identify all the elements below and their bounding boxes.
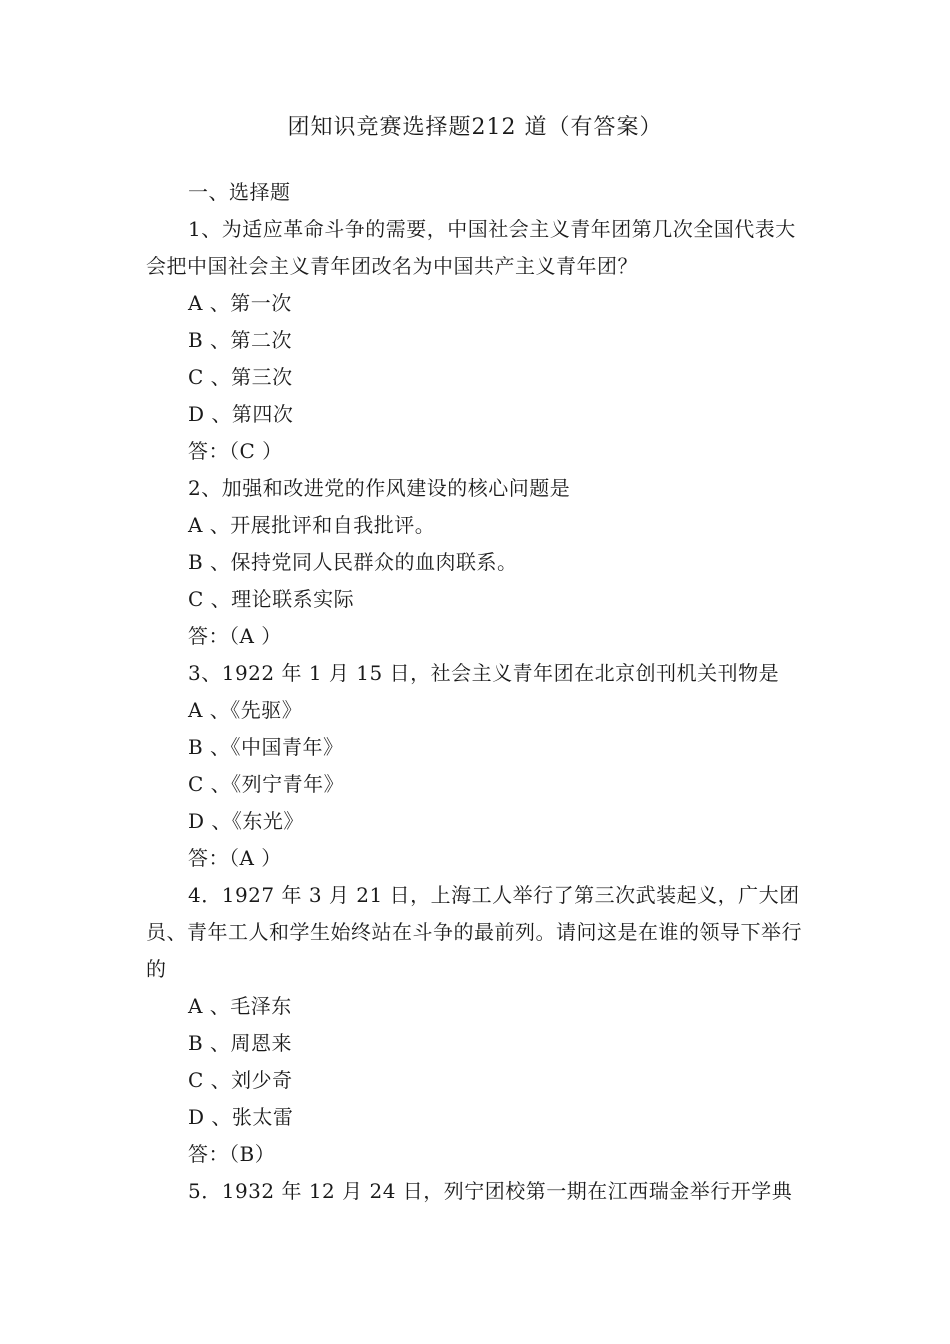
question-stem: 5．1932 年 12 月 24 日，列宁团校第一期在江西瑞金举行开学典 <box>188 1179 793 1203</box>
question-option: D 、张太雷 <box>188 1105 294 1129</box>
question-option: C 、刘少奇 <box>188 1068 293 1092</box>
question-option: B 、第二次 <box>188 328 293 352</box>
question-answer: 答：（A ） <box>188 846 282 870</box>
question-option: C 、《列宁青年》 <box>188 772 345 796</box>
question-option: B 、周恩来 <box>188 1031 293 1055</box>
question-answer: 答：（C ） <box>188 439 283 463</box>
question-option: A 、开展批评和自我批评。 <box>188 513 436 537</box>
question-option: A 、《先驱》 <box>188 698 303 722</box>
question-option: C 、理论联系实际 <box>188 587 355 611</box>
document-title: 团知识竞赛选择题212 道（有答案） <box>287 115 663 140</box>
section-heading: 一、选择题 <box>188 180 291 204</box>
question-stem: 4．1927 年 3 月 21 日，上海工人举行了第三次武装起义，广大团员、青年工人和学生始终站在斗争的最前列。请问这是在谁的领导下举行的 <box>146 883 802 981</box>
question-option: A 、毛泽东 <box>188 994 292 1018</box>
question-option: C 、第三次 <box>188 365 293 389</box>
question-option: B 、保持党同人民群众的血肉联系。 <box>188 550 518 574</box>
question-option: D 、《东光》 <box>188 809 304 833</box>
question-option: B 、《中国青年》 <box>188 735 344 759</box>
question-stem: 3、1922 年 1 月 15 日，社会主义青年团在北京创刊机关刊物是 <box>188 661 780 685</box>
question-answer: 答：（A ） <box>188 624 282 648</box>
question-stem: 1、为适应革命斗争的需要，中国社会主义青年团第几次全国代表大会把中国社会主义青年团改名为中国共产主义青年团？ <box>146 217 796 278</box>
document-body <box>146 174 810 1210</box>
question-option: A 、第一次 <box>188 291 292 315</box>
question-stem: 2、加强和改进党的作风建设的核心问题是 <box>188 476 571 500</box>
question-answer: 答：（B） <box>188 1142 276 1166</box>
question-option: D 、第四次 <box>188 402 294 426</box>
